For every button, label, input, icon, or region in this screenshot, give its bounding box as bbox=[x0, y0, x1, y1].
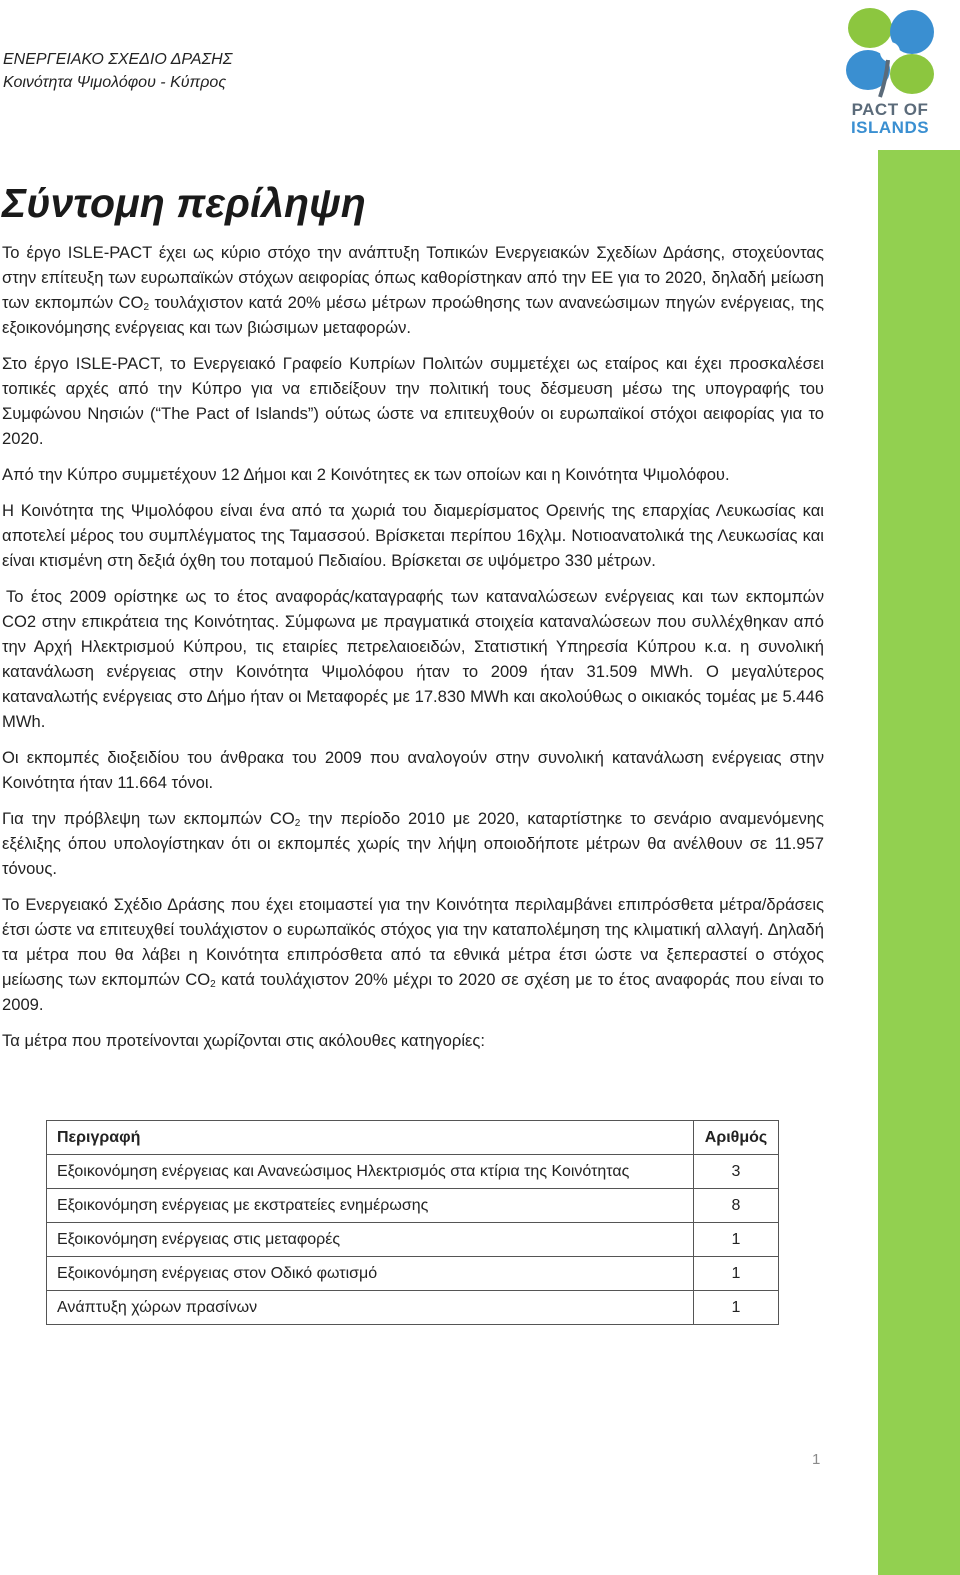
accent-sidebar-bar bbox=[878, 150, 960, 1575]
paragraph-5: Το έτος 2009 ορίστηκε ως το έτος αναφοράς/καταγραφής των καταναλώσεων ενέργειας και των εκπομπών CO2 στην επικράτεια της Κοινότητας. Σύμφωνα με πραγματικά στοιχεία καταναλώσεων που συλλέχθηκαν από την Αρχή Ηλεκτρισμού Κύπρου, τις εταιρίες πετρελαιοειδών, Στατιστική Υπηρεσία Κύπρου κ.α. η συνολική κατανάλωση ενέργειας στην Κοινότητα Ψιμολόφου ήταν το 2009 ήταν 31.509 MWh. Ο μεγαλύτερος καταναλωτής ενέργειας στο Δήμο ήταν οι Μεταφορές με 17.830 MWh και ακολούθως ο οικιακός τομέας με 5.446 MWh. bbox=[2, 587, 824, 731]
row-description: Εξοικονόμηση ενέργειας με εκστρατείες ενημέρωσης bbox=[47, 1189, 694, 1223]
logo-text-line-1: PACT OF bbox=[851, 100, 929, 119]
paragraph-2: Στο έργο ISLE-PACT, το Ενεργειακό Γραφείο Κυπρίων Πολιτών συμμετέχει ως εταίρος και έχει προσκαλέσει τοπικές αρχές από την Κύπρο για να επιδείξουν την πολιτική τους δέσμευση μέσω της υπογραφής του Συμφώνου Νησιών (“The Pact of Islands”) ούτως ώστε να επιτευχθούν οι ευρωπαϊκοί στόχοι αειφορίας για το 2020. bbox=[2, 354, 824, 448]
row-count: 3 bbox=[694, 1155, 779, 1189]
row-description: Εξοικονόμηση ενέργειας και Ανανεώσιμος Ηλεκτρισμός στα κτίρια της Κοινότητας bbox=[47, 1155, 694, 1189]
header-count: Αριθμός bbox=[694, 1121, 779, 1155]
page-number: 1 bbox=[812, 1451, 821, 1468]
page-title: Σύντομη περίληψη bbox=[2, 180, 366, 226]
paragraph-3: Από την Κύπρο συμμετέχουν 12 Δήμοι και 2 Κοινότητες εκ των οποίων και η Κοινότητα Ψιμολόφου. bbox=[2, 465, 730, 484]
measures-table bbox=[46, 1120, 779, 1325]
header-line-1: ΕΝΕΡΓΕΙΑΚΟ ΣΧΕΔΙΟ ΔΡΑΣΗΣ bbox=[3, 51, 233, 68]
table-header-row bbox=[47, 1121, 779, 1155]
row-count: 1 bbox=[694, 1291, 779, 1325]
pact-of-islands-logo bbox=[840, 2, 940, 136]
row-count: 1 bbox=[694, 1257, 779, 1291]
paragraph-6: Οι εκπομπές διοξειδίου του άνθρακα του 2009 που αναλογούν στην συνολική κατανάλωση ενέργειας στην Κοινότητα ήταν 11.664 τόνοι. bbox=[2, 748, 824, 792]
paragraph-7: Για την πρόβλεψη των εκπομπών $CO_2$ την περίοδο 2010 με 2020, καταρτίστηκε το σενάριο αναμενόμενης εξέλιξης όπου υπολογίστηκαν ότι οι εκπομπές χωρίς την λήψη οποιοδήποτε μέτρων θα ανέλθουν σε 11.957 τόνους. bbox=[2, 809, 824, 878]
paragraph-9: Τα μέτρα που προτείνονται χωρίζονται στις ακόλουθες κατηγορίες: bbox=[2, 1031, 486, 1050]
row-count: 8 bbox=[694, 1189, 779, 1223]
table-row bbox=[47, 1155, 779, 1189]
clover-logo-icon bbox=[840, 2, 940, 102]
row-description: Εξοικονόμηση ενέργειας στον Οδικό φωτισμό bbox=[47, 1257, 694, 1291]
table-row bbox=[47, 1257, 779, 1291]
header-line-2: Κοινότητα Ψιμολόφου - Κύπρος bbox=[3, 74, 227, 91]
paragraph-4: Η Κοινότητα της Ψιμολόφου είναι ένα από τα χωριά του διαμερίσματος Ορεινής της επαρχίας Λευκωσίας και αποτελεί μέρος του συμπλέγματος της Ταμασσού. Βρίσκεται περίπου 16χλμ. Νοτιοανατολικά της Λευκωσίας και είναι κτισμένη στη δεξιά όχθη του ποταμού Πεδιαίου. Βρίσκεται σε υψόμετρο 330 μέτρων. bbox=[2, 501, 824, 570]
row-description: Ανάπτυξη χώρων πρασίνων bbox=[47, 1291, 694, 1325]
table-row bbox=[47, 1223, 779, 1257]
table-row bbox=[47, 1291, 779, 1325]
paragraph-1: Το έργο ISLE-PACT έχει ως κύριο στόχο την ανάπτυξη Τοπικών Ενεργειακών Σχεδίων Δράσης, στοχεύοντας στην επίτευξη των ευρωπαϊκών στόχων αειφορίας όπως καθορίστηκαν από την ΕΕ για το 2020, δηλαδή μείωση των εκπομπών $CO_2$ τουλάχιστον κατά 20% μέσω μέτρων προώθησης των ανανεώσιμων πηγών ενέργειας, της εξοικονόμησης ενέργειας και των βιώσιμων μεταφορών. bbox=[2, 243, 824, 337]
document-header bbox=[3, 48, 232, 94]
row-description: Εξοικονόμηση ενέργειας στις μεταφορές bbox=[47, 1223, 694, 1257]
paragraph-8: Το Ενεργειακό Σχέδιο Δράσης που έχει ετοιμαστεί για την Κοινότητα περιλαμβάνει επιπρόσθετα μέτρα/δράσεις έτσι ώστε να επιτευχθεί τουλάχιστον ο ευρωπαϊκός στόχος για την καταπολέμηση της κλιματική αλλαγή. Δηλαδή τα μέτρα που θα λάβει η Κοινότητα επιπρόσθετα από τα εθνικά μέτρα έτσι ώστε να ξεπεραστεί ο στόχος μείωσης των εκπομπών $CO_2$ κατά τουλάχιστον 20% μέχρι το 2020 σε σχέση με το έτος αναφοράς που είναι το 2009. bbox=[2, 895, 825, 1014]
document-body bbox=[2, 240, 824, 1064]
table-row bbox=[47, 1189, 779, 1223]
logo-text-line-2: ISLANDS bbox=[850, 118, 930, 137]
header-description: Περιγραφή bbox=[47, 1121, 694, 1155]
row-count: 1 bbox=[694, 1223, 779, 1257]
